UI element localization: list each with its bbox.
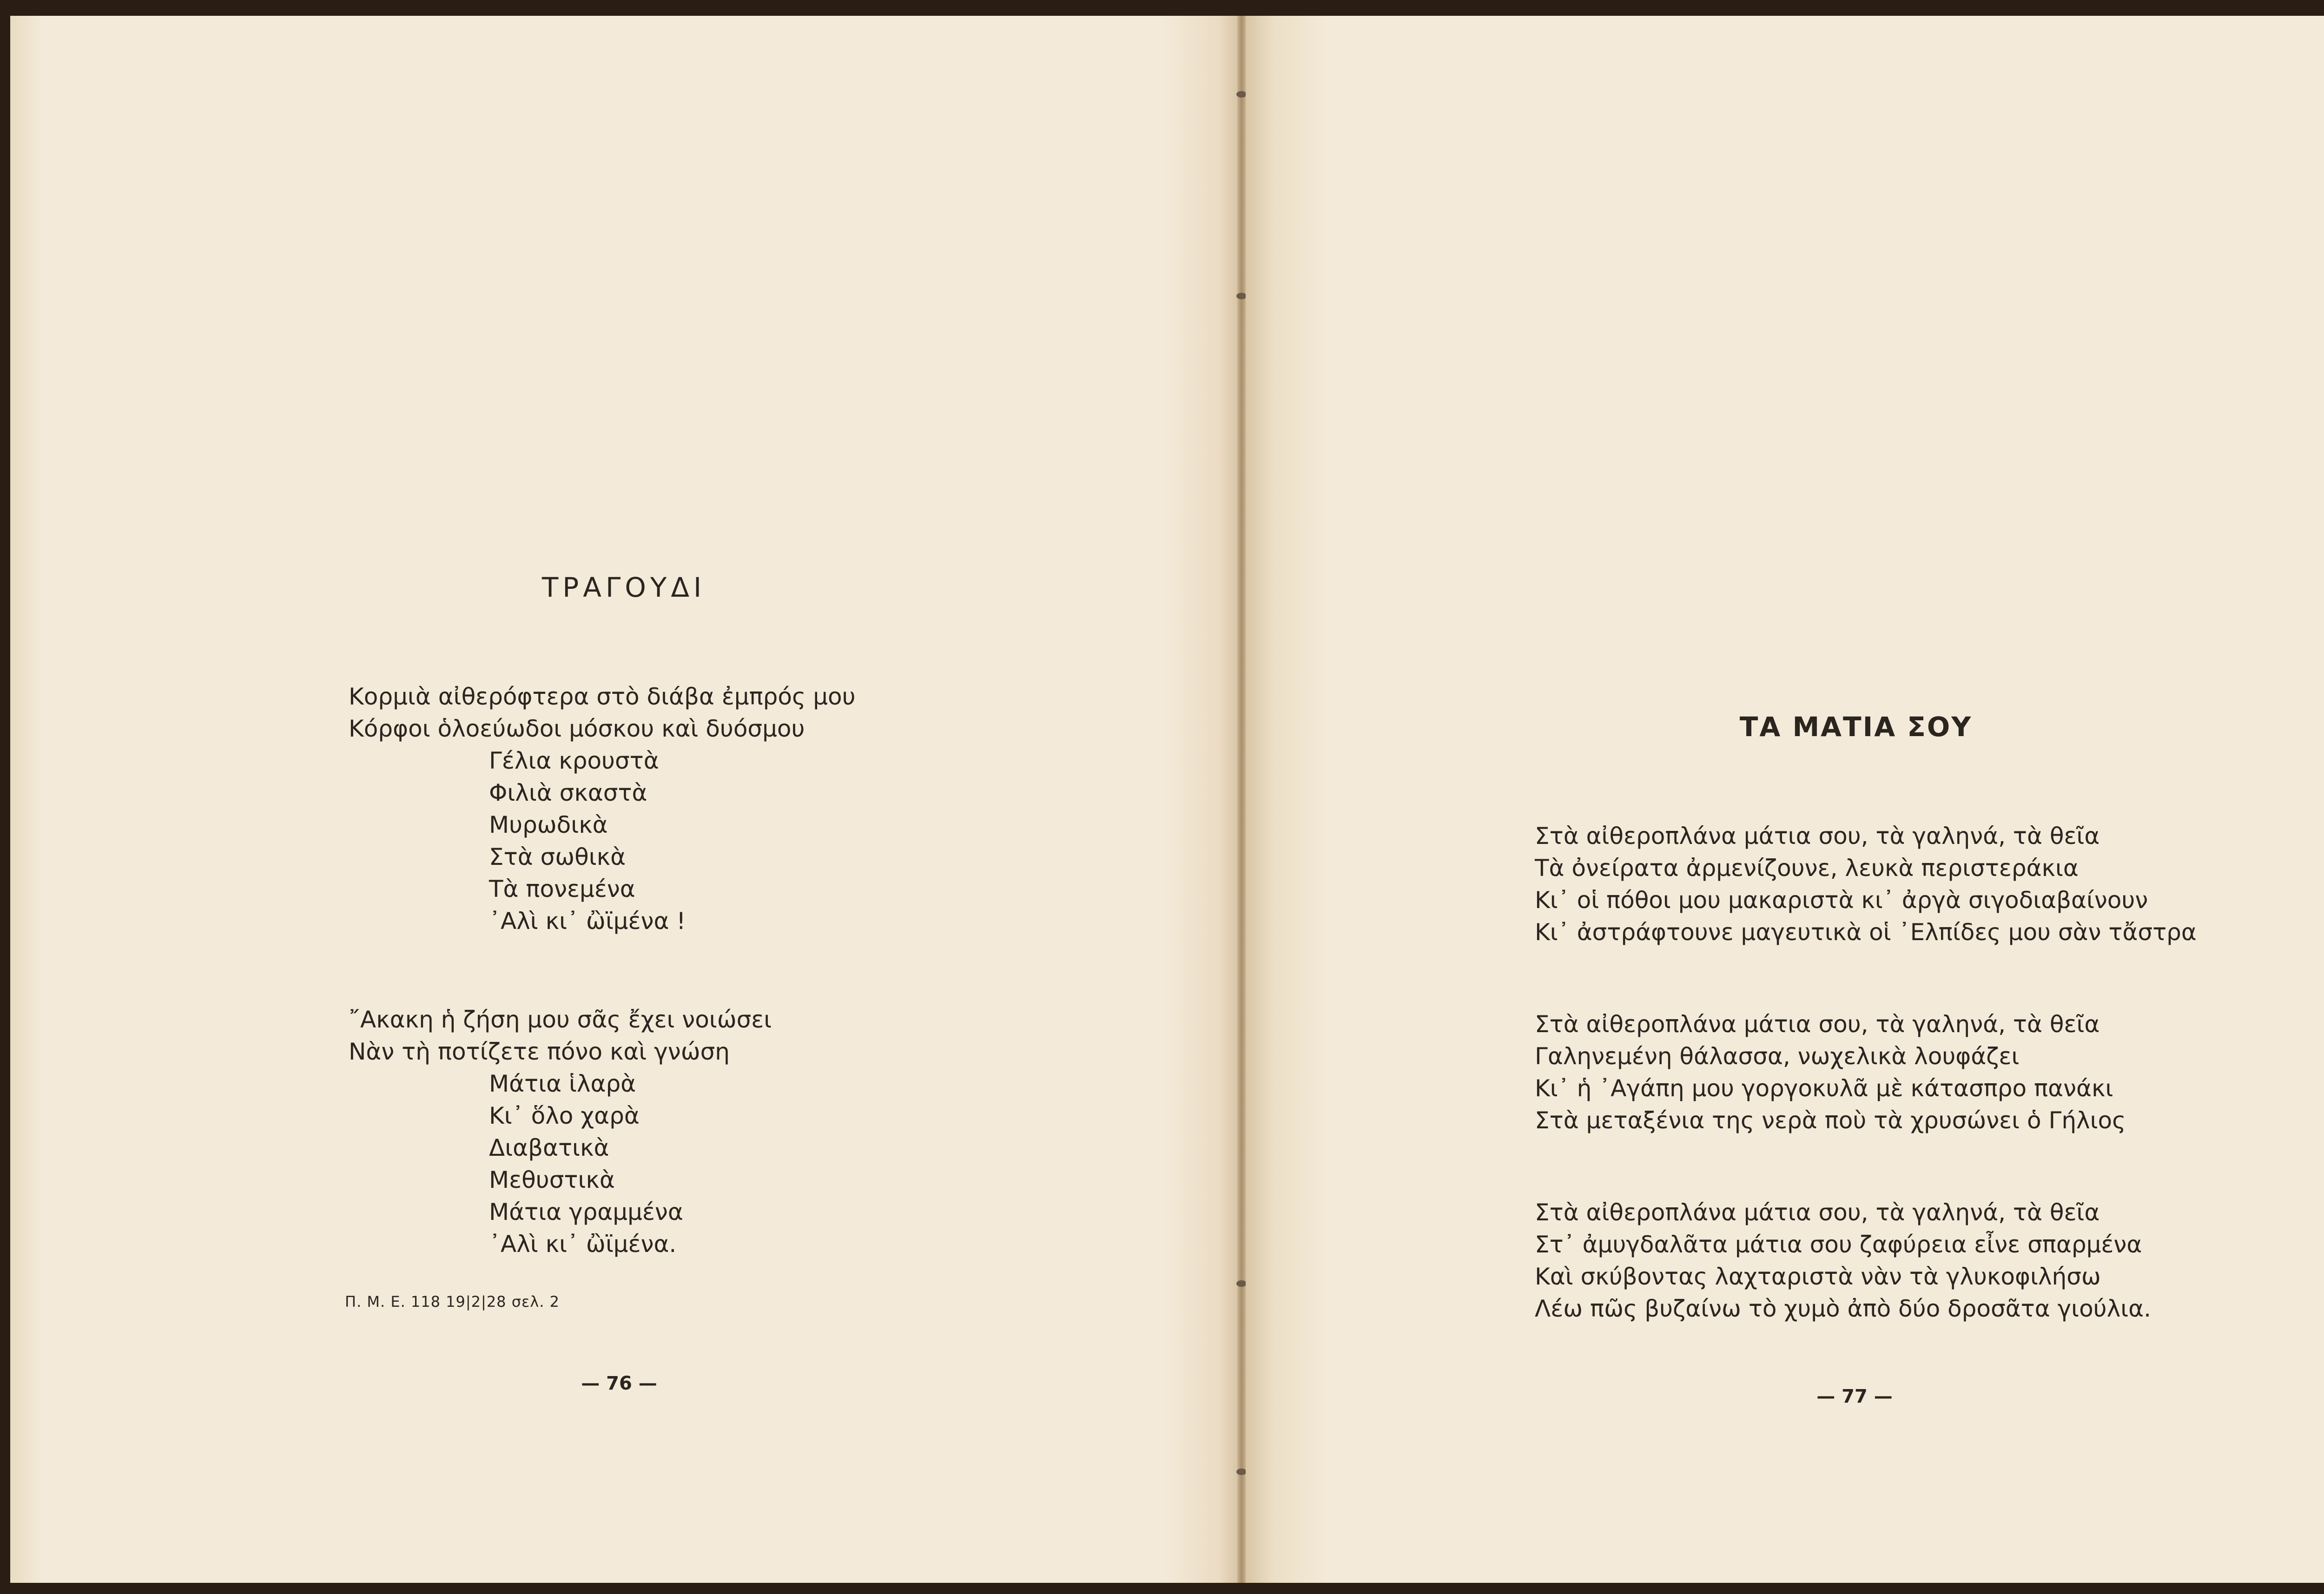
verse-line: Στὰ αἰθεροπλάνα μάτια σου, τὰ γαληνά, τὰ θεῖα — [1535, 1011, 2100, 1038]
binding-stitch — [1236, 293, 1247, 299]
verse-line: Στὰ σωθικὰ — [489, 843, 626, 870]
verse-line: Στὰ μεταξένια της νερὰ ποὺ τὰ χρυσώνει ὁ Γήλιος — [1535, 1107, 2126, 1134]
book-gutter — [1237, 16, 1246, 1583]
binding-stitch — [1236, 1280, 1247, 1287]
source-citation: Π. Μ. Ε. 118 19|2|28 σελ. 2 — [345, 1293, 560, 1311]
poem-title-right: ΤΑ ΜΑΤΙΑ ΣΟΥ — [1739, 711, 1973, 743]
verse-line: ῎Ακακη ἡ ζήση μου σᾶς ἔχει νοιώσει — [349, 1006, 772, 1033]
verse-line: Γέλια κρουστὰ — [489, 747, 659, 774]
verse-line: Στὰ αἰθεροπλάνα μάτια σου, τὰ γαληνά, τὰ θεῖα — [1535, 1199, 2100, 1226]
page-number-left: — 76 — — [581, 1373, 657, 1394]
verse-line: Κι᾿ ὅλο χαρὰ — [489, 1102, 640, 1129]
left-page — [10, 16, 1237, 1583]
verse-line: Μάτια ἱλαρὰ — [489, 1070, 636, 1097]
verse-line: Μεθυστικὰ — [489, 1166, 615, 1193]
binding-stitch — [1236, 91, 1247, 98]
binding-stitch — [1236, 1469, 1247, 1475]
verse-line: Κόρφοι ὁλοεύωδοι μόσκου καὶ δυόσμου — [349, 715, 805, 742]
verse-line: Λέω πῶς βυζαίνω τὸ χυμὸ ἀπὸ δύο δροσᾶτα γιούλια. — [1535, 1295, 2151, 1322]
verse-line: Κορμιὰ αἰθερόφτερα στὸ διάβα ἐμπρός μου — [349, 683, 856, 710]
verse-line: Κι᾿ ἡ ᾿Αγάπη μου γοργοκυλᾶ μὲ κάτασπρο πανάκι — [1535, 1075, 2113, 1102]
verse-line: Στ᾿ ἀμυγδαλᾶτα μάτια σου ζαφύρεια εἶνε σπαρμένα — [1535, 1231, 2142, 1258]
verse-line: Μάτια γραμμένα — [489, 1199, 683, 1225]
verse-line: Νὰν τὴ ποτίζετε πόνο καὶ γνώση — [349, 1038, 730, 1065]
verse-line: Κι᾿ ἀστράφτουνε μαγευτικὰ οἱ ᾿Ελπίδες μου σὰν τἄστρα — [1535, 919, 2197, 946]
verse-line: Διαβατικὰ — [489, 1134, 609, 1161]
poem-title-left: ΤΡΑΓΟΥΔΙ — [541, 572, 706, 603]
page-number-right: — 77 — — [1816, 1386, 1893, 1407]
verse-line: Γαληνεμένη θάλασσα, νωχελικὰ λουφάζει — [1535, 1043, 2020, 1070]
verse-line: Καὶ σκύβοντας λαχταριστὰ νὰν τὰ γλυκοφιλήσω — [1535, 1263, 2101, 1290]
verse-line: ᾿Αλὶ κι᾿ ὢϊμένα. — [489, 1231, 677, 1258]
right-page — [1246, 16, 2324, 1583]
verse-line: Τὰ ὀνείρατα ἀρμενίζουνε, λευκὰ περιστεράκια — [1535, 855, 2079, 882]
verse-line: ᾿Αλὶ κι᾿ ὢϊμένα ! — [489, 908, 686, 935]
verse-line: Τὰ πονεμένα — [489, 876, 635, 902]
verse-line: Φιλιὰ σκαστὰ — [489, 779, 647, 806]
verse-line: Κι᾿ οἱ πόθοι μου μακαριστὰ κι᾿ ἀργὰ σιγοδιαβαίνουν — [1535, 887, 2148, 914]
verse-line: Μυρωδικὰ — [489, 811, 608, 838]
verse-line: Στὰ αἰθεροπλάνα μάτια σου, τὰ γαληνά, τὰ θεῖα — [1535, 823, 2100, 850]
